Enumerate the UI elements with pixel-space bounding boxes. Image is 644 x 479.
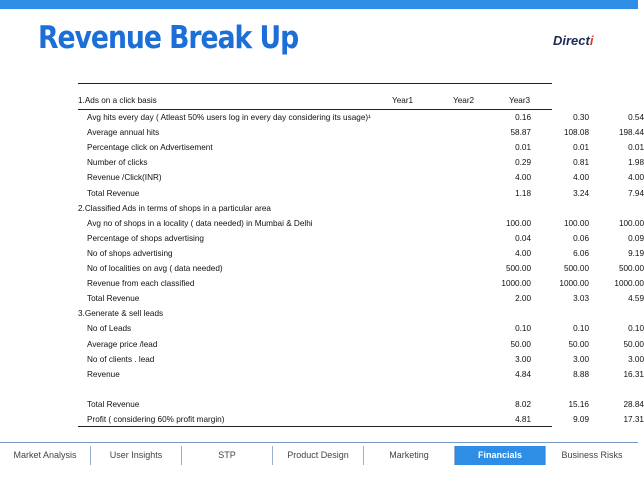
year3-value: 0.01 <box>628 143 644 153</box>
year1-value: 0.01 <box>515 143 531 153</box>
year1-value: 4.00 <box>515 173 531 183</box>
year3-value: 1.98 <box>628 158 644 168</box>
year3-value: 7.94 <box>628 188 644 198</box>
table-row <box>87 277 644 291</box>
year2-value: 0.10 <box>573 324 589 334</box>
logo-accent: i <box>589 33 594 48</box>
year2-value: 4.00 <box>573 173 589 183</box>
tab-product-design[interactable]: Product Design <box>273 446 364 465</box>
tab-marketing[interactable]: Marketing <box>364 446 455 465</box>
year3-value: 3.00 <box>628 354 644 364</box>
top-accent-bar <box>0 0 638 9</box>
table-row <box>87 413 644 427</box>
year1-value: 100.00 <box>505 218 531 228</box>
table-row <box>87 111 644 125</box>
table-row <box>87 141 644 155</box>
row-label: Avg no of shops in a locality ( data needed) in Mumbai & Delhi <box>87 218 313 228</box>
row-label: Avg hits every day ( Atleast 50% users log in every day considering its usage)¹ <box>87 113 371 122</box>
section-title-row <box>78 307 598 321</box>
row-label: Average annual hits <box>87 128 160 138</box>
section-title: 1.Ads on a click basis <box>78 96 157 105</box>
table-row <box>87 247 644 261</box>
company-logo <box>553 33 593 48</box>
table-row <box>87 292 644 306</box>
row-label: Total Revenue <box>87 399 140 409</box>
year3-value: 0.54 <box>628 113 644 122</box>
year2-value: 3.00 <box>573 354 589 364</box>
year2-value: 8.88 <box>573 369 589 379</box>
year1-value: 0.10 <box>515 324 531 334</box>
year1-value: 4.81 <box>515 415 531 424</box>
table-row <box>87 232 644 246</box>
table-row <box>87 353 644 367</box>
year3-value: 100.00 <box>618 218 644 228</box>
year1-value: 0.04 <box>515 233 531 243</box>
year-header: Year3 <box>509 96 531 105</box>
section-title-row <box>78 202 598 216</box>
year2-value: 100.00 <box>563 218 589 228</box>
year3-value: 4.59 <box>628 294 644 304</box>
year2-value: 500.00 <box>563 264 589 273</box>
year1-value: 3.00 <box>515 354 531 364</box>
table-bottom-rule <box>78 426 552 427</box>
tab-business-risks[interactable]: Business Risks <box>561 450 623 460</box>
page-title: Revenue Break Up <box>38 20 299 56</box>
table-row <box>87 187 644 201</box>
table-row <box>87 338 644 352</box>
year2-value: 3.24 <box>573 188 589 198</box>
year2-value: 6.06 <box>573 248 589 258</box>
year1-value: 4.00 <box>515 248 531 258</box>
year1-value: 500.00 <box>505 264 531 273</box>
row-label: No of Leads <box>87 324 132 334</box>
row-label: Percentage of shops advertising <box>87 233 204 243</box>
table-row <box>87 398 644 412</box>
year-header: Year1 <box>392 96 414 105</box>
row-label: Revenue from each classified <box>87 279 195 289</box>
year3-value: 198.44 <box>618 128 644 138</box>
section-title: 2.Classified Ads in terms of shops in a particular area <box>78 203 271 213</box>
year2-value: 0.81 <box>573 158 589 168</box>
row-label: Average price /lead <box>87 339 158 349</box>
logo-text: Direct <box>553 33 590 48</box>
row-label: Total Revenue <box>87 188 140 198</box>
table-row <box>87 322 644 336</box>
row-label: Percentage click on Advertisement <box>87 143 213 153</box>
row-label: Revenue <box>87 369 120 379</box>
row-label: Total Revenue <box>87 294 140 304</box>
year2-value: 9.09 <box>573 415 589 424</box>
table-row <box>87 171 644 185</box>
year1-value: 1000.00 <box>501 279 531 289</box>
tab-market-analysis[interactable]: Market Analysis <box>0 446 91 465</box>
year1-value: 4.84 <box>515 369 531 379</box>
table-row <box>87 262 644 276</box>
row-label: Profit ( considering 60% profit margin) <box>87 415 225 424</box>
year1-value: 1.18 <box>515 188 531 198</box>
table-header-row <box>78 94 638 108</box>
year2-value: 3.03 <box>573 294 589 304</box>
row-label: No of shops advertising <box>87 248 173 258</box>
tab-user-insights[interactable]: User Insights <box>91 446 182 465</box>
year3-value: 500.00 <box>618 264 644 273</box>
table-header-rule <box>78 109 552 110</box>
table-top-rule <box>78 83 552 84</box>
year3-value: 0.10 <box>628 324 644 334</box>
section-tabs <box>0 446 638 465</box>
year3-value: 28.84 <box>623 399 644 409</box>
table-row <box>87 156 644 170</box>
section-title: 3.Generate & sell leads <box>78 309 164 319</box>
year3-value: 4.00 <box>628 173 644 183</box>
year2-value: 0.30 <box>573 113 589 122</box>
year3-value: 9.19 <box>628 248 644 258</box>
year2-value: 50.00 <box>568 339 589 349</box>
year3-value: 50.00 <box>623 339 644 349</box>
year3-value: 1000.00 <box>614 279 644 289</box>
table-row <box>87 126 644 140</box>
row-label: No of localities on avg ( data needed) <box>87 264 223 273</box>
table-row <box>87 383 607 397</box>
year1-value: 8.02 <box>515 399 531 409</box>
year2-value: 108.08 <box>563 128 589 138</box>
year2-value: 1000.00 <box>559 279 589 289</box>
year1-value: 58.87 <box>510 128 531 138</box>
table-row <box>87 368 644 382</box>
tab-stp[interactable]: STP <box>182 446 273 465</box>
year1-value: 0.29 <box>515 158 531 168</box>
year3-value: 17.31 <box>623 415 644 424</box>
year1-value: 0.16 <box>515 113 531 122</box>
year1-value: 50.00 <box>510 339 531 349</box>
row-label: Revenue /Click(INR) <box>87 173 162 183</box>
year3-value: 0.09 <box>628 233 644 243</box>
year-header: Year2 <box>453 96 475 105</box>
year2-value: 0.01 <box>573 143 589 153</box>
nav-divider <box>0 442 638 443</box>
year3-value: 16.31 <box>623 369 644 379</box>
year1-value: 2.00 <box>515 294 531 304</box>
tab-financials[interactable]: Financials <box>455 446 546 465</box>
row-label: Number of clicks <box>87 158 148 168</box>
row-label: No of clients . lead <box>87 354 155 364</box>
table-row <box>87 217 644 231</box>
year2-value: 0.06 <box>573 233 589 243</box>
year2-value: 15.16 <box>568 399 589 409</box>
